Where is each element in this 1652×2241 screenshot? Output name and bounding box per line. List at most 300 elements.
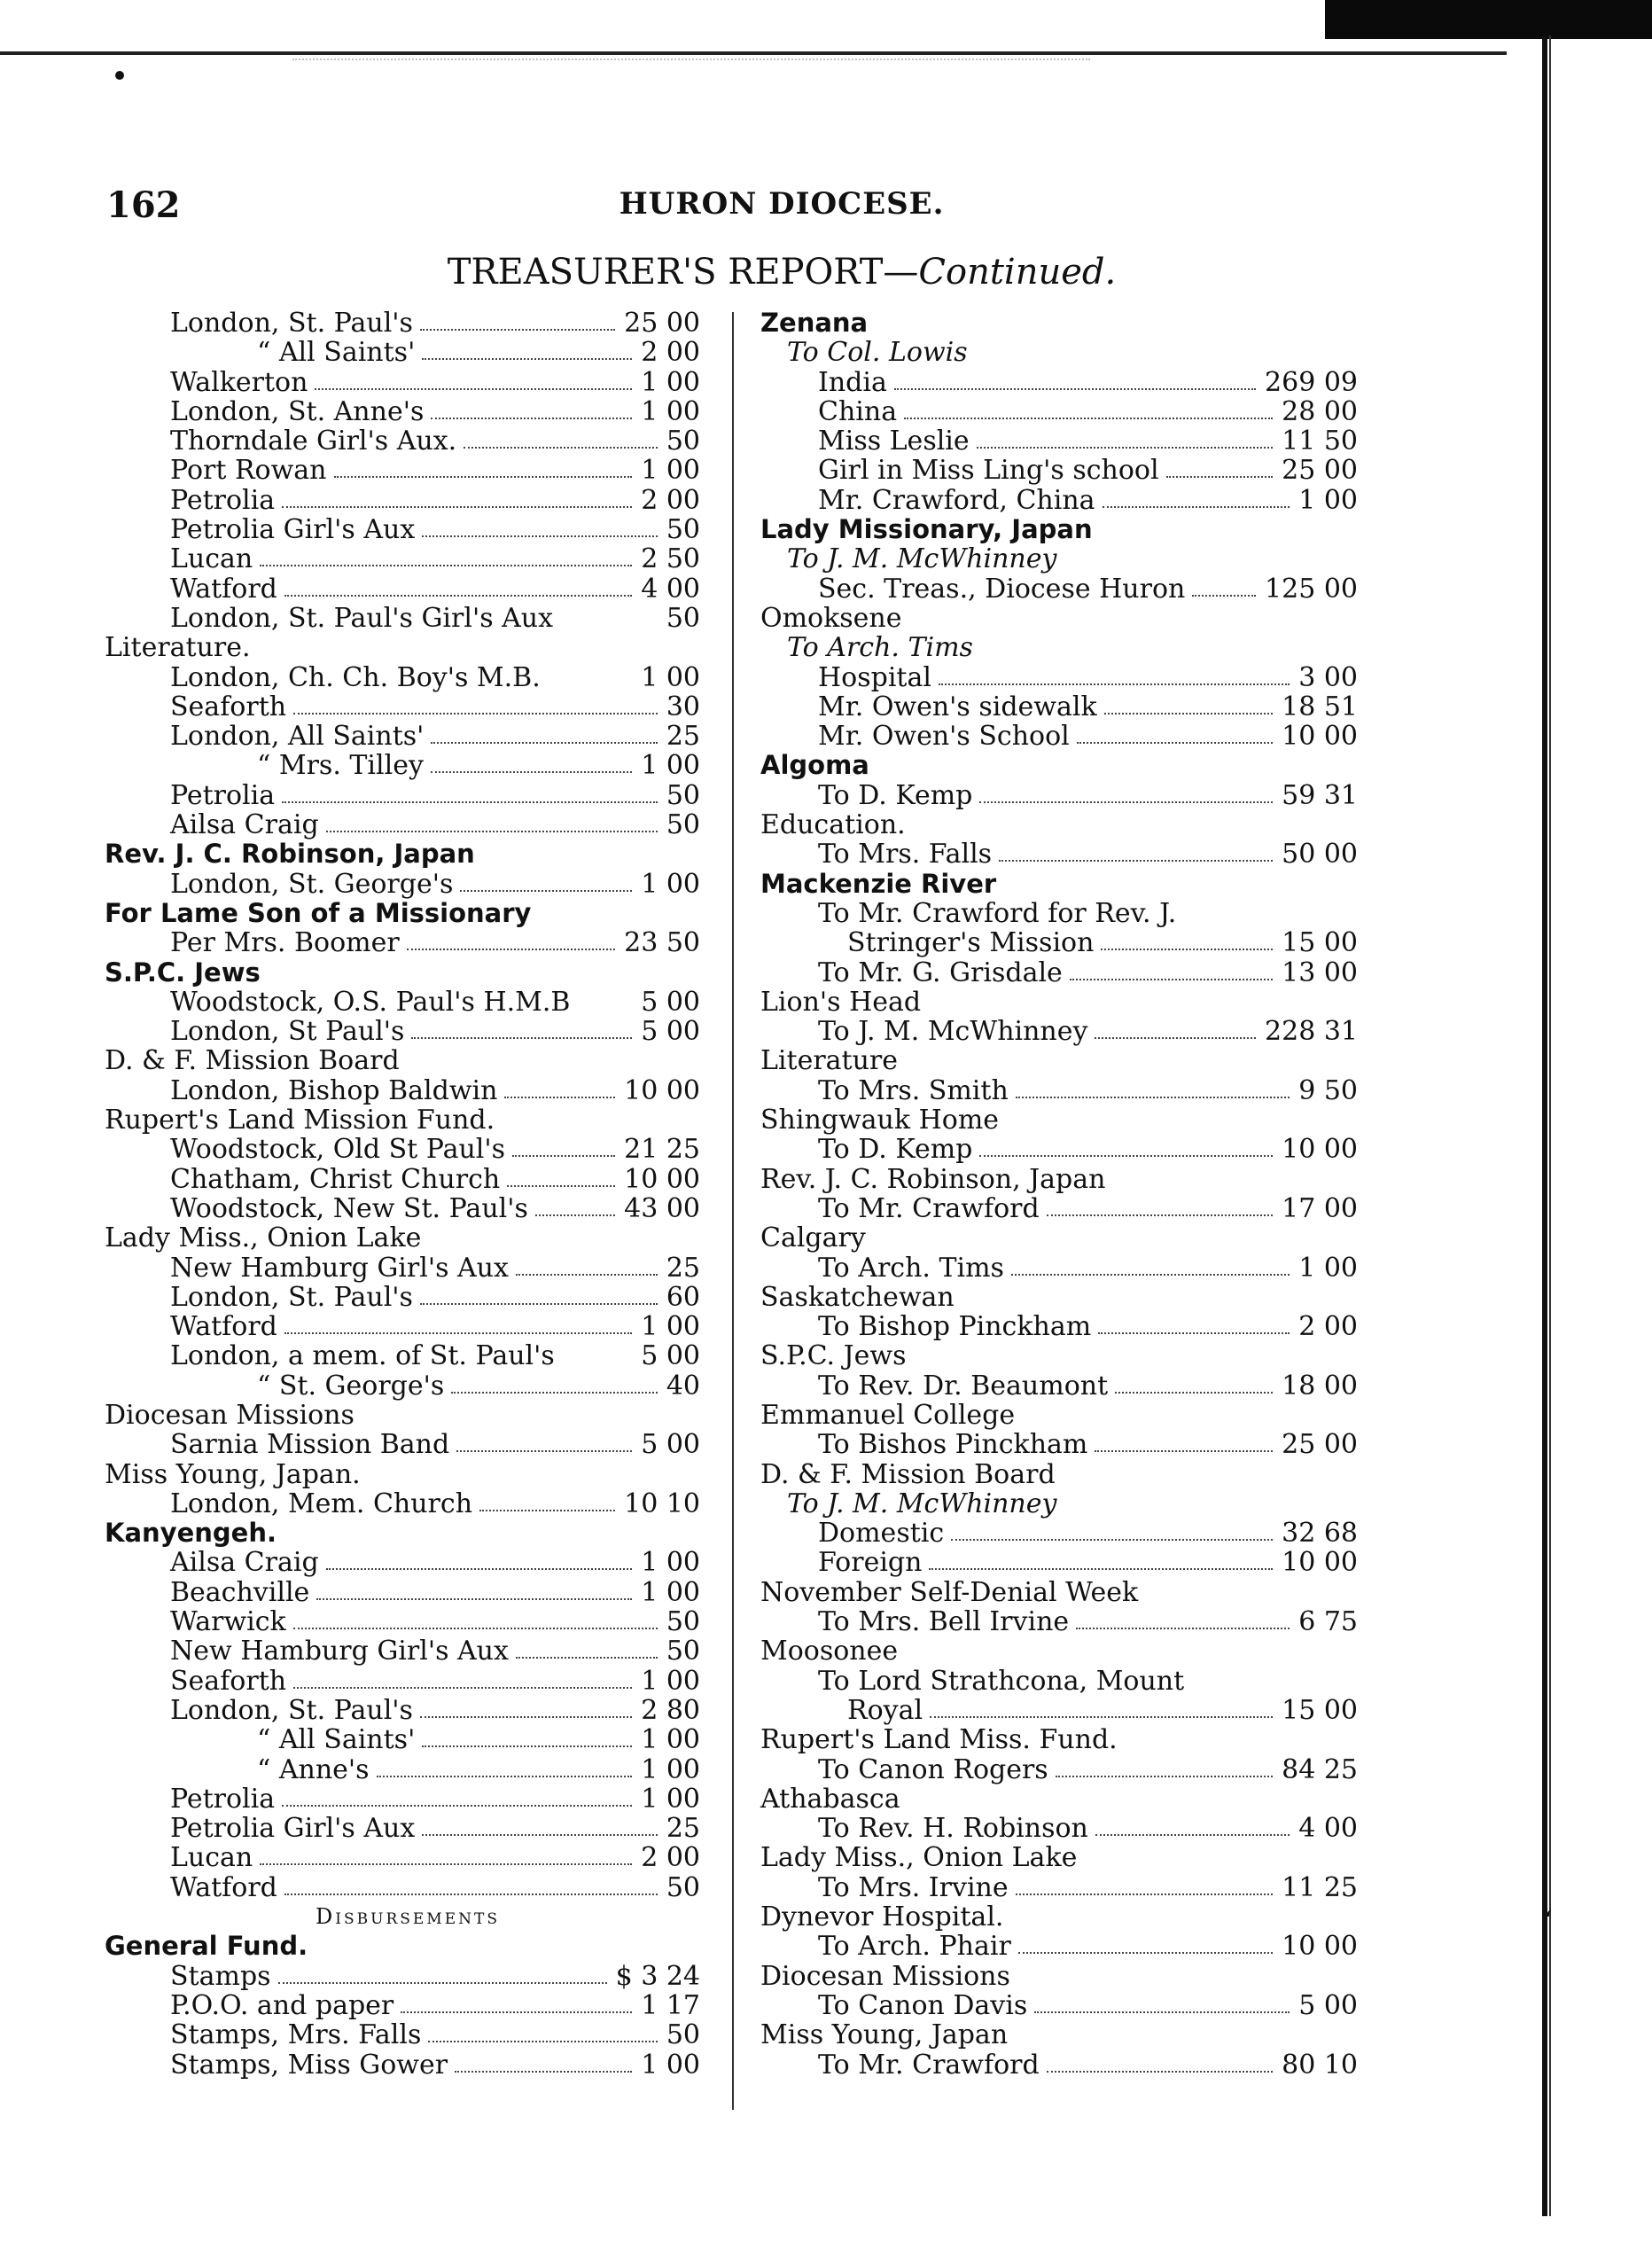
dot-leader: [1016, 1892, 1273, 1895]
dot-leader: [326, 829, 658, 832]
entry-amount: 50: [666, 426, 700, 457]
ledger-entry: [760, 1430, 1363, 1459]
entry-label: Saskatchewan: [760, 1281, 955, 1313]
entry-amount: 25: [666, 1813, 700, 1845]
ledger-heading: [760, 1489, 1363, 1519]
ledger-entry: [760, 397, 1363, 426]
entry-label: Lady Missionary, Japan: [760, 514, 1093, 545]
entry-label: “ All Saints': [257, 1724, 416, 1756]
ledger-entry: [106, 1283, 709, 1312]
dot-leader: [999, 858, 1273, 862]
entry-label: Zenana: [760, 308, 869, 338]
entry-amount: 2 00: [641, 484, 700, 516]
entry-amount: 4 00: [1298, 1813, 1358, 1845]
dot-leader: [1095, 1448, 1273, 1452]
entry-label: November Self-Denial Week: [760, 1576, 1139, 1608]
ledger-entry: [760, 1814, 1363, 1843]
ledger-entry: [106, 1076, 709, 1105]
entry-label: Diocesan Missions: [105, 1399, 355, 1431]
entry-label: Per Mrs. Boomer: [170, 927, 400, 959]
dot-leader: [284, 1331, 632, 1334]
entry-label: Rupert's Land Miss. Fund.: [760, 1724, 1118, 1756]
entry-amount: 11 25: [1282, 1871, 1358, 1903]
dot-leader: [512, 1153, 615, 1157]
entry-amount: 59 31: [1282, 779, 1358, 811]
entry-label: London, St. Paul's: [170, 1281, 413, 1313]
entry-amount: 2 00: [641, 337, 700, 369]
dot-leader: [979, 800, 1273, 803]
entry-amount: 18 00: [1282, 1370, 1358, 1402]
entry-amount: 9 50: [1298, 1074, 1358, 1106]
entry-label: Foreign: [818, 1547, 923, 1579]
dot-leader: [1047, 1213, 1273, 1216]
ledger-entry: [760, 958, 1363, 988]
entry-label: Watford: [170, 1871, 277, 1903]
top-rule: [0, 51, 1507, 55]
entry-amount: 43 00: [624, 1192, 700, 1224]
entry-label: Athabasca: [760, 1783, 900, 1815]
dot-leader: [420, 327, 615, 331]
entry-label: To D. Kemp: [818, 779, 973, 811]
entry-amount: 6 75: [1298, 1606, 1358, 1638]
dot-leader: [293, 1626, 658, 1629]
entry-amount: 1 00: [641, 661, 700, 693]
entry-amount: 125 00: [1265, 573, 1358, 605]
ledger-entry: [106, 308, 709, 338]
entry-label: To Mrs. Irvine: [818, 1871, 1009, 1903]
ledger-heading: [106, 633, 709, 662]
entry-label: Watford: [170, 1311, 277, 1343]
ledger-heading: [760, 1667, 1363, 1696]
entry-label: Calgary: [760, 1222, 866, 1254]
top-edge-artifact: [0, 0, 1652, 71]
entry-amount: 1 00: [1298, 484, 1358, 516]
ledger-entry: [106, 1725, 709, 1754]
ledger-entry: [106, 663, 709, 692]
entry-label: To Mrs. Bell Irvine: [818, 1606, 1070, 1638]
ledger-entry: [760, 1696, 1363, 1725]
entry-label: “ All Saints': [257, 337, 416, 369]
report-title-main: TREASURER'S REPORT—: [447, 252, 919, 293]
entry-label: Rev. J. C. Robinson, Japan: [105, 839, 475, 870]
entry-amount: 10 00: [1282, 721, 1358, 753]
dot-leader: [979, 1153, 1273, 1157]
ledger-heading: [106, 1223, 709, 1253]
entry-label: To D. Kemp: [818, 1134, 973, 1166]
dot-leader: [1101, 947, 1273, 950]
ledger-heading: [760, 338, 1363, 367]
entry-label: For Lame Son of a Missionary: [105, 897, 532, 928]
ledger-entry: [760, 692, 1363, 722]
dot-leader: [904, 416, 1273, 419]
entry-amount: 1 00: [1298, 1252, 1358, 1284]
receipts-column: [106, 308, 709, 2080]
ledger-entry: [760, 574, 1363, 604]
ledger-entry: [760, 1253, 1363, 1283]
entry-label: Ailsa Craig: [170, 1547, 319, 1579]
entry-label: Stamps: [170, 1960, 271, 1992]
ledger-entry: [106, 1135, 709, 1164]
entry-label: London, All Saints': [170, 721, 425, 753]
entry-label: To Arch. Phair: [818, 1931, 1011, 1963]
entry-label: Literature: [760, 1045, 899, 1077]
entry-amount: 10 00: [624, 1163, 700, 1195]
dot-leader: [422, 356, 632, 360]
dot-leader: [951, 1537, 1273, 1541]
ledger-entry: [106, 1991, 709, 2020]
ledger-entry: [106, 1814, 709, 1843]
dot-leader: [1115, 1390, 1273, 1394]
entry-amount: 1 17: [641, 1989, 700, 2021]
entry-amount: 25 00: [624, 308, 700, 339]
entry-amount: 2 50: [641, 543, 700, 575]
entry-amount: 2 00: [641, 1842, 700, 1874]
entry-amount: 50: [666, 1636, 700, 1667]
dot-leader: [422, 534, 658, 537]
running-head: HURON DIOCESE.: [619, 186, 945, 222]
entry-amount: 13 00: [1282, 957, 1358, 988]
entry-label: Hospital: [818, 661, 931, 693]
ledger-heading: [760, 810, 1363, 839]
ledger-entry: [106, 1578, 709, 1607]
ledger-entry: [760, 1932, 1363, 1961]
ledger-heading: [760, 1962, 1363, 1991]
entry-amount: 25 00: [1282, 1429, 1358, 1461]
report-title-wrap: [0, 252, 1652, 293]
entry-label: Lucan: [170, 1842, 253, 1874]
entry-amount: 3 00: [1298, 661, 1358, 693]
entry-amount: 2 00: [1298, 1311, 1358, 1343]
dot-leader: [939, 682, 1290, 685]
entry-label: To Rev. Dr. Beaumont: [818, 1370, 1109, 1402]
dot-leader: [1047, 2069, 1273, 2073]
ledger-entry: [760, 1873, 1363, 1902]
entry-label: To Mr. Crawford: [818, 2049, 1040, 2081]
entry-amount: 50: [666, 602, 700, 634]
ledger-heading: [760, 515, 1363, 544]
entry-amount: 1 00: [641, 366, 700, 398]
entry-amount: 50: [666, 1871, 700, 1903]
entry-amount: 25: [666, 721, 700, 753]
entry-label: Domestic: [818, 1518, 945, 1550]
entry-amount: 15 00: [1282, 1694, 1358, 1726]
entry-label: “ Mrs. Tilley: [257, 750, 424, 782]
entry-label: London, St. George's: [170, 868, 454, 900]
entry-amount: 1 00: [641, 395, 700, 427]
ledger-heading: [106, 1401, 709, 1430]
page-edge: [1542, 35, 1547, 2216]
ledger-entry: [106, 1165, 709, 1194]
entry-amount: 50: [666, 514, 700, 546]
entry-amount: 25 00: [1282, 455, 1358, 487]
entry-label: London, St. Paul's: [170, 308, 413, 339]
report-title-continued: Continued.: [918, 252, 1117, 293]
dot-leader: [1076, 1626, 1290, 1629]
dot-leader: [420, 1301, 658, 1305]
entry-amount: 50: [666, 2019, 700, 2051]
entry-label: To Rev. H. Robinson: [818, 1813, 1088, 1845]
ledger-entry: [760, 1312, 1363, 1341]
ledger-entry: [106, 751, 709, 780]
ledger-entry: [106, 1843, 709, 1872]
entry-amount: 15 00: [1282, 927, 1358, 959]
dot-leader: [929, 1566, 1273, 1570]
dot-leader: [504, 1095, 615, 1098]
ledger-heading: [106, 839, 709, 869]
entry-label: To Arch. Tims: [818, 1252, 1004, 1284]
entry-label: To Mr. G. Grisdale: [818, 957, 1063, 988]
scan-specks: [292, 59, 1090, 69]
entry-label: India: [818, 366, 887, 398]
dot-leader: [411, 1035, 632, 1039]
entry-label: Girl in Miss Ling's school: [818, 455, 1159, 487]
dot-leader: [284, 593, 632, 597]
entry-label: Miss Young, Japan: [760, 2019, 1009, 2051]
page-number: 162: [106, 184, 181, 226]
dot-leader: [894, 387, 1256, 390]
ledger-entry: [760, 663, 1363, 692]
entry-label: Sec. Treas., Diocese Huron: [818, 573, 1186, 605]
entry-label: To Mr. Crawford: [818, 1192, 1040, 1224]
ledger-heading: [106, 899, 709, 928]
entry-label: Stamps, Miss Gower: [170, 2049, 448, 2081]
entry-label: New Hamburg Girl's Aux: [170, 1252, 509, 1284]
dot-leader: [1056, 1774, 1273, 1777]
entry-label: P.O.O. and paper: [170, 1989, 394, 2021]
dot-leader: [460, 888, 632, 892]
ledger-entry: [106, 338, 709, 367]
entry-label: London, Ch. Ch. Boy's M.B.: [170, 661, 541, 693]
entry-amount: 4 00: [641, 573, 700, 605]
entry-label: To Bishop Pinckham: [818, 1311, 1092, 1343]
entry-label: Walkerton: [170, 366, 308, 398]
dot-leader: [1034, 2010, 1290, 2013]
running-head-wrap: [0, 186, 1652, 222]
entry-label: D. & F. Mission Board: [105, 1045, 400, 1077]
entry-amount: 228 31: [1265, 1016, 1358, 1048]
ledger-entry: [760, 368, 1363, 397]
disbursements-column: [760, 308, 1363, 2080]
entry-label: Woodstock, New St. Paul's: [170, 1192, 528, 1224]
entry-amount: 10 00: [1282, 1134, 1358, 1166]
ledger-heading: [760, 308, 1363, 338]
ledger-entry: [106, 810, 709, 839]
ledger-heading: [760, 1046, 1363, 1075]
dot-leader: [1070, 977, 1273, 980]
ledger-heading: [760, 604, 1363, 633]
dot-leader: [516, 1655, 658, 1659]
ledger-entry: [106, 368, 709, 397]
entry-amount: 11 50: [1282, 426, 1358, 457]
ledger-entry: [760, 1371, 1363, 1401]
ledger-entry: [106, 1017, 709, 1046]
entry-amount: 1 00: [641, 1753, 700, 1785]
entry-label: China: [818, 395, 898, 427]
entry-label: Royal: [847, 1694, 923, 1726]
entry-label: To Mrs. Smith: [818, 1074, 1009, 1106]
ledger-heading: [760, 1460, 1363, 1489]
ledger-entry: [106, 426, 709, 456]
entry-label: Algoma: [760, 750, 869, 781]
entry-label: London, St. Anne's: [170, 395, 425, 427]
dot-leader: [1166, 474, 1273, 478]
dot-leader: [282, 800, 658, 803]
ledger-entry: [106, 1667, 709, 1696]
entry-label: Ailsa Craig: [170, 809, 319, 841]
entry-amount: 1 00: [641, 1665, 700, 1697]
entry-label: Dynevor Hospital.: [760, 1901, 1004, 1933]
entry-label: Watford: [170, 573, 277, 605]
entry-amount: 1 00: [641, 1576, 700, 1608]
entry-amount: 18 51: [1282, 691, 1358, 722]
entry-amount: 1 00: [641, 1783, 700, 1815]
entry-label: Kanyengeh.: [105, 1518, 277, 1549]
ledger-entry: [106, 1430, 709, 1459]
entry-amount: 50: [666, 1606, 700, 1638]
entry-amount: 60: [666, 1281, 700, 1313]
ledger-entry: [106, 1873, 709, 1902]
entry-amount: 25: [666, 1252, 700, 1284]
entry-amount: 1 00: [641, 750, 700, 782]
ledger-entry: [106, 1489, 709, 1519]
entry-label: Lion's Head: [760, 986, 922, 1018]
entry-label: D. & F. Mission Board: [760, 1458, 1056, 1490]
ledger-entry: [760, 1755, 1363, 1784]
entry-amount: 17 00: [1282, 1192, 1358, 1224]
entry-label: Petrolia: [170, 484, 276, 516]
ledger-entry: [760, 456, 1363, 485]
entry-label: To Mrs. Falls: [818, 839, 993, 871]
dot-leader: [1016, 1095, 1290, 1098]
entry-amount: $ 3 24: [615, 1960, 700, 1992]
entry-amount: 5 00: [641, 986, 700, 1018]
dot-leader: [431, 740, 658, 744]
ledger-heading: [106, 1046, 709, 1075]
ledger-heading: [760, 2020, 1363, 2050]
entry-label: Petrolia: [170, 1783, 276, 1815]
ledger-entry: [106, 1962, 709, 1991]
entry-amount: 5 00: [1298, 1989, 1358, 2021]
ledger-entry: [760, 839, 1363, 869]
dot-leader: [334, 474, 632, 478]
entry-label: To Canon Rogers: [818, 1753, 1048, 1785]
dot-leader: [1011, 1272, 1290, 1276]
entry-amount: 80 10: [1282, 2049, 1358, 2081]
dot-leader: [930, 1714, 1273, 1718]
entry-amount: 40: [666, 1370, 700, 1402]
column-divider: [732, 312, 734, 2110]
dot-leader: [316, 1597, 632, 1600]
entry-label: New Hamburg Girl's Aux: [170, 1636, 509, 1667]
ledger-entry: [760, 1519, 1363, 1548]
entry-label: Beachville: [170, 1576, 310, 1608]
ledger-entry: [106, 1371, 709, 1401]
entry-label: London, Mem. Church: [170, 1487, 473, 1519]
ledger-heading: [760, 1636, 1363, 1666]
ledger-entry: [106, 722, 709, 751]
ledger-heading: [760, 1401, 1363, 1430]
dot-leader: [1077, 740, 1273, 744]
entry-label: Stamps, Mrs. Falls: [170, 2019, 422, 2051]
dot-leader: [1095, 1035, 1256, 1039]
dot-leader: [293, 711, 658, 714]
entry-amount: 1 00: [641, 1547, 700, 1579]
dot-leader: [455, 2069, 632, 2073]
entry-label: Mr. Owen's School: [818, 721, 1070, 753]
entry-label: Petrolia Girl's Aux: [170, 1813, 416, 1845]
ledger-entry: [760, 781, 1363, 810]
entry-amount: 5 00: [641, 1429, 700, 1461]
ledger-heading: [760, 1165, 1363, 1194]
ledger-heading: [760, 1843, 1363, 1872]
entry-label: Warwick: [170, 1606, 286, 1638]
ledger-entry: [106, 1755, 709, 1784]
entry-label: Chatham, Christ Church: [170, 1163, 501, 1195]
entry-label: London, St Paul's: [170, 1016, 405, 1048]
ledger-entry: [760, 1135, 1363, 1164]
entry-label: Lucan: [170, 543, 253, 575]
dot-leader: [1192, 593, 1256, 597]
margin-mark: ‘: [1544, 1906, 1553, 1937]
entry-label: To Mr. Crawford for Rev. J.: [818, 897, 1177, 929]
ledger-entry: [760, 722, 1363, 751]
ledger-heading: [760, 1902, 1363, 1932]
ledger-heading: [760, 633, 1363, 662]
dot-leader: [451, 1390, 658, 1394]
section-heading: [106, 1902, 709, 1932]
dot-leader: [516, 1272, 658, 1276]
dot-leader: [401, 2010, 632, 2013]
entry-label: Thorndale Girl's Aux.: [170, 426, 457, 457]
ledger-entry: [106, 1784, 709, 1814]
ledger-heading: [106, 1932, 709, 1961]
entry-amount: 50: [666, 809, 700, 841]
ledger-heading: [760, 1578, 1363, 1607]
entry-label: To J. M. McWhinney: [787, 543, 1057, 575]
entry-label: Lady Miss., Onion Lake: [105, 1222, 422, 1254]
dot-leader: [260, 563, 632, 566]
ledger-entry: [760, 1194, 1363, 1223]
entry-label: Education.: [760, 809, 906, 841]
entry-label: General Fund.: [105, 1931, 308, 1962]
ledger-entry: [106, 870, 709, 899]
dot-leader: [1098, 1331, 1290, 1334]
entry-amount: 30: [666, 691, 700, 722]
ledger-entry: [106, 515, 709, 544]
ledger-entry: [106, 1636, 709, 1666]
ledger-heading: [760, 1283, 1363, 1312]
entry-label: Rupert's Land Mission Fund.: [105, 1105, 495, 1136]
scan-speck: [115, 71, 124, 80]
entry-amount: 1 00: [641, 868, 700, 900]
entry-label: To Lord Strathcona, Mount: [818, 1665, 1185, 1697]
ledger-heading: [760, 751, 1363, 780]
ledger-entry: [106, 928, 709, 957]
dot-leader: [407, 947, 615, 950]
entry-amount: 50: [666, 779, 700, 811]
entry-label: Port Rowan: [170, 455, 327, 487]
entry-label: Diocesan Missions: [760, 1960, 1010, 1992]
entry-amount: 5 00: [641, 1016, 700, 1048]
ledger-heading: [106, 1105, 709, 1135]
entry-label: Shingwauk Home: [760, 1105, 1000, 1136]
ledger-entry: [106, 574, 709, 604]
ledger-heading: [760, 1105, 1363, 1135]
ledger-entry: [106, 692, 709, 722]
entry-label: Rev. J. C. Robinson, Japan: [760, 1163, 1106, 1195]
entry-amount: 10 10: [624, 1487, 700, 1519]
entry-label: To Bishos Pinckham: [818, 1429, 1088, 1461]
